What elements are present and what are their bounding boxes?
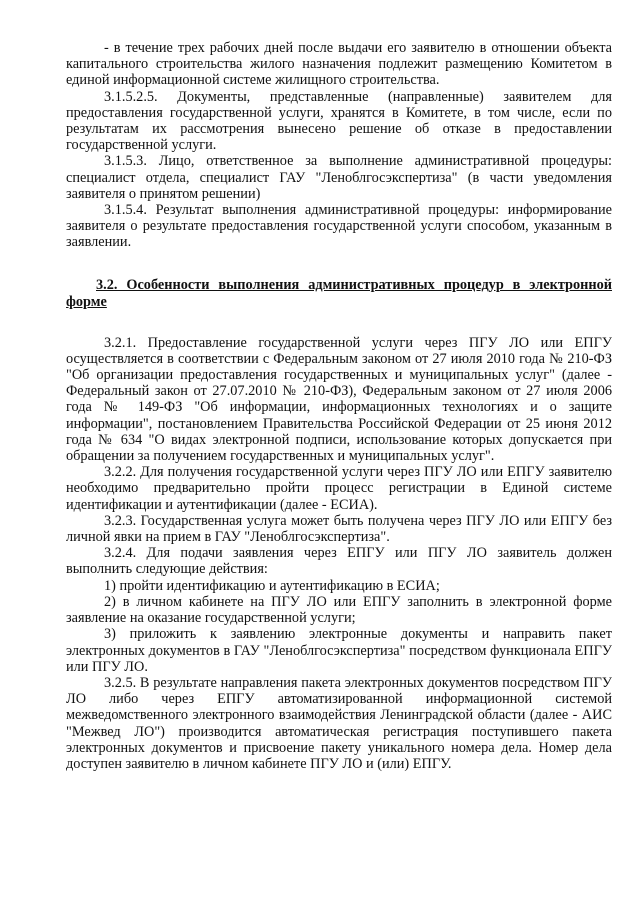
section-heading-3-2: 3.2. Особенности выполнения административных процедур в электронной форме (66, 276, 612, 310)
section-spacer (66, 311, 612, 335)
paragraph-3-1-5-4: 3.1.5.4. Результат выполнения административной процедуры: информирование заявителя о результате предоставления государственной услуги способом, указанным в заявлении. (66, 202, 612, 251)
paragraph-3-2-3: 3.2.3. Государственная услуга может быть получена через ПГУ ЛО или ЕПГУ без личной явки на прием в ГАУ "Леноблгосэкспертиза". (66, 512, 612, 546)
document-page (66, 40, 612, 772)
paragraph-3-2-4: 3.2.4. Для подачи заявления через ЕПГУ или ПГУ ЛО заявитель должен выполнить следующие действия: (66, 545, 612, 578)
paragraph-deadline-posting: - в течение трех рабочих дней после выдачи его заявителю в отношении объекта капитального строительства жилого назначения подлежит размещению Комитетом в единой информационной системе жилищного строительства. (66, 40, 612, 89)
paragraph-3-2-5: 3.2.5. В результате направления пакета электронных документов посредством ПГУ ЛО либо через ЕПГУ автоматизированной информационной системой межведомственного электронного взаимодействия Ленинградской области (далее - АИС "Межвед ЛО") производится автоматическая регистрация поступившего пакета электронных документов и присвоение пакету уникального номера дела. Номер дела доступен заявителю в личном кабинете ПГУ ЛО и (или) ЕПГУ. (66, 674, 612, 772)
paragraph-3-2-1: 3.2.1. Предоставление государственной услуги через ПГУ ЛО или ЕПГУ осуществляется в соответствии с Федеральным законом от 27 июля 2010 года № 210-ФЗ "Об организации предоставления государственных и муниципальных услуг" (далее - Федеральный закон от 27.07.2010 № 210-ФЗ), Федеральным законом от 27 июля 2006 года № 149-ФЗ "Об информации, информационных технологиях и о защите информации", постановлением Правительства Российской Федерации от 25 июня 2012 года № 634 "О видах электронной подписи, использование которых допускается при обращении за получением государственных и муниципальных услуг". (66, 334, 612, 465)
paragraph-3-2-2: 3.2.2. Для получения государственной услуги через ПГУ ЛО или ЕПГУ заявителю необходимо предварительно пройти процесс регистрации в Единой системе идентификации и аутентификации (далее - ЕСИА). (66, 464, 612, 513)
paragraph-3-1-5-3: 3.1.5.3. Лицо, ответственное за выполнение административной процедуры: специалист отдела, специалист ГАУ "Леноблгосэкспертиза" (в части уведомления заявителя о принятом решении) (66, 153, 612, 202)
list-item-step-2: 2) в личном кабинете на ПГУ ЛО или ЕПГУ заполнить в электронной форме заявление на оказание государственной услуги; (66, 593, 612, 627)
list-item-step-3: 3) приложить к заявлению электронные документы и направить пакет электронных документов в ГАУ "Леноблгосэкспертиза" посредством функционала ЕПГУ или ПГУ ЛО. (66, 626, 612, 675)
list-item-step-1: 1) пройти идентификацию и аутентификацию в ЕСИА; (104, 577, 440, 594)
paragraph-3-1-5-2-5: 3.1.5.2.5. Документы, представленные (направленные) заявителем для предоставления государственной услуги, хранятся в Комитете, в том числе, если по результатам их рассмотрения вынесено решение об отказе в предоставлении государственной услуги. (66, 88, 612, 154)
